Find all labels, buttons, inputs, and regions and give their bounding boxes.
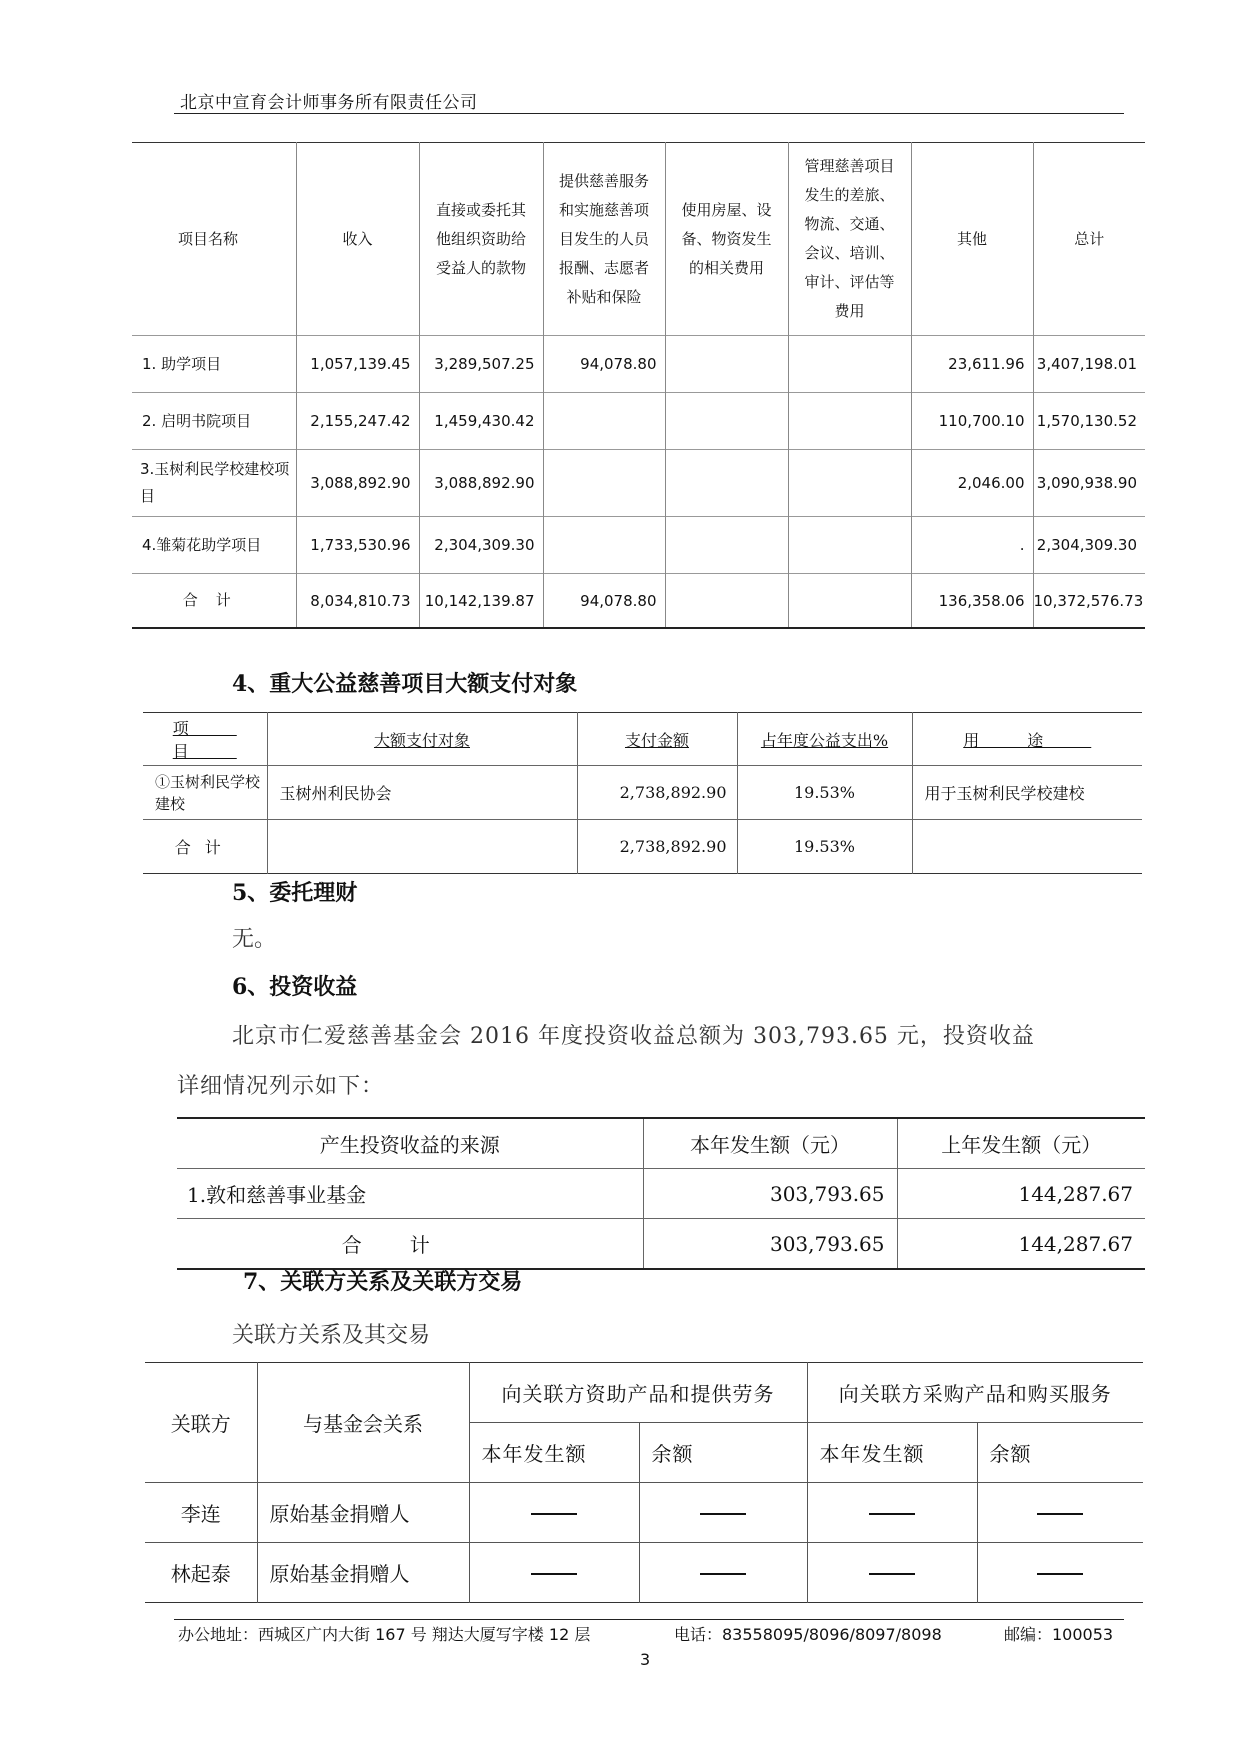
cell-income: 3,088,892.90 [296, 450, 419, 517]
section-6-title: 6、投资收益 [232, 974, 358, 1000]
table-row [145, 1483, 1143, 1543]
large-payment-table [143, 712, 1142, 874]
cell-percent: 19.53% [737, 766, 912, 820]
cell-admin [788, 336, 911, 393]
col-group-aid-to-related: 向关联方资助产品和提供劳务 [469, 1363, 807, 1423]
col-header-source: 产生投资收益的来源 [177, 1118, 643, 1169]
row-item: ①玉树利民学校建校 [143, 766, 267, 820]
cell-source: 1.敦和慈善事业基金 [177, 1169, 643, 1219]
cell-service: 94,078.80 [543, 574, 665, 629]
col-header-income: 收入 [296, 143, 419, 336]
col-header-relation: 与基金会关系 [257, 1363, 469, 1483]
cell-amount: 2,738,892.90 [577, 820, 737, 874]
cell-party: 林起泰 [145, 1543, 257, 1603]
cell-other: . [911, 517, 1033, 574]
col-header-amount: 支付金额 [577, 713, 737, 766]
cell-admin [788, 393, 911, 450]
cell-income: 2,155,247.42 [296, 393, 419, 450]
cell-service [543, 517, 665, 574]
cell-empty-dash [807, 1543, 977, 1603]
project-expense-table [132, 142, 1145, 629]
footer-rule [174, 1619, 1124, 1620]
table-total-row [132, 574, 1145, 629]
col-header-amount: 本年发生额 [469, 1423, 639, 1483]
cell-direct-aid: 10,142,139.87 [419, 574, 543, 629]
col-header-total: 总计 [1033, 143, 1145, 336]
table-header-row [132, 143, 1145, 336]
col-header-prior-year: 上年发生额（元） [897, 1118, 1145, 1169]
cell-facility [665, 517, 788, 574]
col-header-balance: 余额 [639, 1423, 807, 1483]
col-header-balance: 余额 [977, 1423, 1143, 1483]
col-header-use: 用途 [912, 713, 1142, 766]
cell-total: 1,570,130.52 [1033, 393, 1145, 450]
cell-empty-dash [639, 1543, 807, 1603]
dash-mark [1037, 1573, 1083, 1575]
cell-facility [665, 393, 788, 450]
cell-total: 3,407,198.01 [1033, 336, 1145, 393]
section-5-title: 5、委托理财 [232, 880, 358, 906]
investment-income-table [177, 1117, 1145, 1270]
dash-mark [869, 1513, 915, 1515]
table-header-row [145, 1363, 1143, 1423]
table-row [132, 450, 1145, 517]
cell-income: 1,057,139.45 [296, 336, 419, 393]
table-row [177, 1169, 1145, 1219]
cell-admin [788, 517, 911, 574]
cell-direct-aid: 1,459,430.42 [419, 393, 543, 450]
col-header-party: 关联方 [145, 1363, 257, 1483]
col-header-project: 项目名称 [132, 143, 296, 336]
col-group-purchase-from-related: 向关联方采购产品和购买服务 [807, 1363, 1143, 1423]
col-header-payee: 大额支付对象 [267, 713, 577, 766]
table-row [132, 517, 1145, 574]
table-row [143, 766, 1142, 820]
cell-other: 2,046.00 [911, 450, 1033, 517]
cell-income: 1,733,530.96 [296, 517, 419, 574]
section-6-paragraph-line-2: 详细情况列示如下： [177, 1074, 385, 1099]
cell-direct-aid: 2,304,309.30 [419, 517, 543, 574]
section-7-title: 7、关联方关系及关联方交易 [243, 1269, 523, 1295]
cell-empty-dash [469, 1543, 639, 1603]
cell-other: 110,700.10 [911, 393, 1033, 450]
cell-facility [665, 574, 788, 629]
col-header-admin: 管理慈善项目发生的差旅、物流、交通、会议、培训、审计、评估等费用 [788, 143, 911, 336]
cell-prior-year: 144,287.67 [897, 1169, 1145, 1219]
section-5-text: 无。 [232, 927, 277, 952]
col-header-current-year: 本年发生额（元） [643, 1118, 897, 1169]
col-header-amount: 本年发生额 [807, 1423, 977, 1483]
section-4-title: 4、重大公益慈善项目大额支付对象 [232, 671, 578, 697]
cell-direct-aid: 3,289,507.25 [419, 336, 543, 393]
cell-empty-dash [639, 1483, 807, 1543]
total-label: 合计 [132, 574, 296, 629]
cell-party: 李连 [145, 1483, 257, 1543]
cell-service: 94,078.80 [543, 336, 665, 393]
cell-other: 23,611.96 [911, 336, 1033, 393]
cell-payee: 玉树州利民协会 [267, 766, 577, 820]
table-header-row [143, 713, 1142, 766]
cell-use [912, 820, 1142, 874]
dash-mark [700, 1573, 746, 1575]
total-label: 合计 [177, 1219, 643, 1270]
table-row [145, 1543, 1143, 1603]
cell-payee [267, 820, 577, 874]
table-row [132, 393, 1145, 450]
row-project-name: 4.雏菊花助学项目 [132, 517, 296, 574]
cell-empty-dash [977, 1483, 1143, 1543]
col-header-item: 项目 [143, 713, 267, 766]
cell-income: 8,034,810.73 [296, 574, 419, 629]
section-6-paragraph-line-1: 北京市仁爱慈善基金会 2016 年度投资收益总额为 303,793.65 元，投资收益 [232, 1024, 1035, 1049]
cell-service [543, 393, 665, 450]
total-label: 合计 [143, 820, 267, 874]
cell-current-year: 303,793.65 [643, 1169, 897, 1219]
cell-empty-dash [977, 1543, 1143, 1603]
section-7-subtitle: 关联方关系及其交易 [232, 1323, 431, 1348]
col-header-other: 其他 [911, 143, 1033, 336]
dash-mark [531, 1513, 577, 1515]
cell-empty-dash [469, 1483, 639, 1543]
footer-phone: 电话：83558095/8096/8097/8098 [674, 1625, 942, 1644]
cell-total: 3,090,938.90 [1033, 450, 1145, 517]
dash-mark [869, 1573, 915, 1575]
cell-relation: 原始基金捐赠人 [257, 1483, 469, 1543]
table-total-row [143, 820, 1142, 874]
footer-address: 办公地址：西城区广内大街 167 号 翔达大厦写字楼 12 层 [178, 1625, 591, 1644]
dash-mark [531, 1573, 577, 1575]
letterhead-org: 北京中宣育会计师事务所有限责任公司 [180, 93, 478, 113]
dash-mark [700, 1513, 746, 1515]
cell-current-year: 303,793.65 [643, 1219, 897, 1270]
dash-mark [1037, 1513, 1083, 1515]
table-row [132, 336, 1145, 393]
cell-relation: 原始基金捐赠人 [257, 1543, 469, 1603]
cell-facility [665, 336, 788, 393]
row-project-name: 2. 启明书院项目 [132, 393, 296, 450]
cell-facility [665, 450, 788, 517]
cell-admin [788, 450, 911, 517]
footer-zip: 邮编：100053 [1004, 1625, 1114, 1644]
table-total-row [177, 1219, 1145, 1270]
cell-use: 用于玉树利民学校建校 [912, 766, 1142, 820]
cell-amount: 2,738,892.90 [577, 766, 737, 820]
col-header-direct-aid: 直接或委托其他组织资助给受益人的款物 [419, 143, 543, 336]
row-project-name: 3.玉树利民学校建校项目 [132, 450, 296, 517]
cell-admin [788, 574, 911, 629]
col-header-facility: 使用房屋、设备、物资发生的相关费用 [665, 143, 788, 336]
col-header-service: 提供慈善服务和实施慈善项目发生的人员报酬、志愿者补贴和保险 [543, 143, 665, 336]
row-project-name: 1. 助学项目 [132, 336, 296, 393]
page-number: 3 [640, 1650, 651, 1669]
col-header-percent: 占年度公益支出% [737, 713, 912, 766]
related-party-table [145, 1362, 1143, 1603]
cell-other: 136,358.06 [911, 574, 1033, 629]
cell-service [543, 450, 665, 517]
table-header-row [177, 1118, 1145, 1169]
cell-total: 10,372,576.73 [1033, 574, 1145, 629]
cell-prior-year: 144,287.67 [897, 1219, 1145, 1270]
cell-total: 2,304,309.30 [1033, 517, 1145, 574]
cell-percent: 19.53% [737, 820, 912, 874]
header-rule [174, 113, 1124, 114]
cell-direct-aid: 3,088,892.90 [419, 450, 543, 517]
cell-empty-dash [807, 1483, 977, 1543]
